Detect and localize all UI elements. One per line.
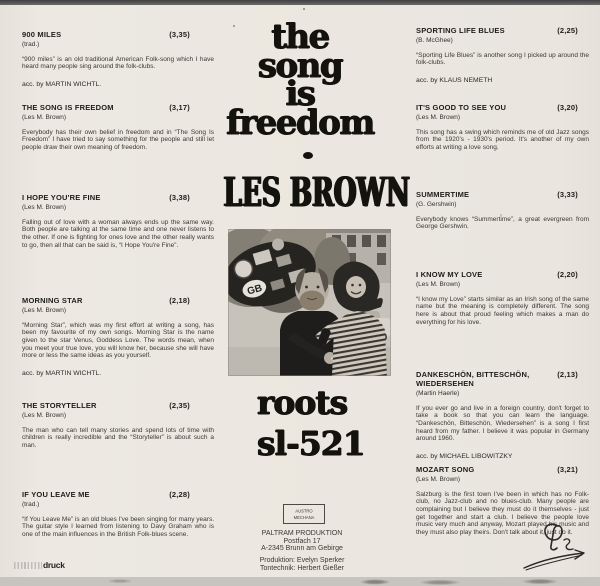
track-description: This song has a swing which reminds me of old Jazz songs from the 1920's - 1930's period. It's another of my own efforts at writing a love song. [416,128,589,151]
track-section [416,270,589,326]
track-section [22,401,214,450]
track-accompaniment: acc. by MICHAEL LIBOWITZKY [416,453,513,461]
track-title: MORNING STAR [22,296,83,305]
track-title: THE STORYTELLER [22,401,97,410]
track-credit: (G. Gershwin) [416,200,457,208]
track-description: “I know my Love” starts similar as an Irish song of the same name but the meaning is completely different. The song here is about that proud feeling which makes a man do everything for his love. [416,295,589,326]
track-section [416,103,589,152]
production-address [222,530,382,553]
production-pobox: Postfach 17 [283,537,321,545]
track-credit: (Les M. Brown) [416,475,461,483]
track-credit: (trad.) [22,500,40,508]
track-time: (3,38) [169,193,190,202]
track-title: IF YOU LEAVE ME [22,490,90,499]
track-credit: (Les M. Brown) [416,113,461,121]
album-title-line: the [271,17,329,57]
engineer-credit: Tontechnik: Herbert Gießer [259,564,345,572]
production-credits [222,557,382,572]
track-title: I HOPE YOU'RE FINE [22,193,101,202]
track-title: THE SONG IS FREEDOM [22,103,114,112]
track-description: “If You Leave Me” is an old blues I've been singing for many years. The guitar style I learned from listening to Davy Graham who is one of the main influences in the British Folk-blues scene. [22,515,214,538]
track-time: (3,20) [557,103,578,112]
title-separator-dot [303,152,313,159]
track-credit: (Les M. Brown) [22,113,67,121]
track-time: (3,17) [169,103,190,112]
track-title: I KNOW MY LOVE [416,270,483,279]
photo-scene [228,229,391,376]
paper-speck [500,214,502,216]
scan-edge-bottom [0,577,600,586]
track-credit: (Les M. Brown) [22,411,67,419]
printer-mark-text: druck [43,560,65,570]
record-label [257,382,365,464]
track-accompaniment: acc. by KLAUS NEMETH [416,76,493,84]
track-section [22,193,214,249]
track-section [416,26,589,84]
catalog-number: sl-521 [257,424,365,463]
track-title: 900 MILES [22,30,62,39]
rights-society-line: MECHANA [293,515,315,521]
paper-speck [303,8,305,10]
track-title: SPORTING LIFE BLUES [416,26,505,35]
tracklist-right-column [416,0,589,577]
album-title [222,17,378,143]
album-title-line: freedom [226,102,374,143]
track-accompaniment: acc. by MARTIN WICHTL. [22,370,102,378]
production-city: A-2345 Brunn am Gebirge [261,545,343,553]
track-section [22,30,214,88]
production-company: PALTRAM PRODUKTION [261,530,343,537]
track-description: If you ever go and live in a foreign country, don't forget to take a book so that you can learn the language. “Dankeschön, Bitteschön, Wiedersehen” is a song I first heard from my father. I believe it was popular in Germany around 1960. [416,404,589,443]
track-time: (2,25) [557,26,578,35]
track-title: IT'S GOOD TO SEE YOU [416,103,507,112]
paper-speck [233,25,235,27]
track-description: “900 miles” is an old traditional American Folk-song which I have heard many people sing around the folk-clubs. [22,55,214,71]
label-name: roots [257,383,348,422]
cover-photo [228,229,391,376]
track-description: “Morning Star”, which was my first effort at writing a song, has been my favourite of my own songs. Morning Star is the name given to the star Venus, Goddess Love. The words mean, when you meet your true love, you will know her, because she will have more or less the same ideas as you yourself. [22,321,214,360]
track-section [416,190,589,231]
track-time: (2,18) [169,296,190,305]
printer-logo-faded [14,562,42,569]
track-time: (2,35) [169,401,190,410]
track-title: SUMMERTIME [416,190,470,199]
track-credit: (Les M. Brown) [416,280,461,288]
track-description: “Sporting Life Blues” is another song I picked up around the folk-clubs. [416,51,589,67]
track-section [22,490,214,539]
track-credit: (Les M. Brown) [22,203,67,211]
track-time: (2,20) [557,270,578,279]
track-section [416,370,589,460]
track-time: (3,21) [557,465,578,474]
track-title: MOZART SONG [416,465,475,474]
album-title-line: is [285,74,315,114]
track-time: (3,35) [169,30,190,39]
track-description: The man who can tell many stories and spend lots of time with children is really incredible and the “Storyteller” is about such a man. [22,426,214,449]
track-time: (3,33) [557,190,578,199]
tracklist-left-column [22,0,214,577]
producer-credit: Produktion: Evelyn Sperker [259,557,345,564]
track-title: DANKESCHÖN, BITTESCHÖN, WIEDERSEHEN [416,370,530,388]
track-description: Falling out of love with a woman always ends up the same way. Both people are talking at the same time and one never listens to the other. If one is fighting for ones love and the other really wants to go, then all that can be said is, “I Hope You're Fine”. [22,218,214,249]
artist-name: LES BROWN [223,170,410,217]
gb-sticker-text: GB [246,282,264,298]
rights-society-line: AUSTRO [295,508,313,514]
track-time: (2,28) [169,490,190,499]
track-credit: (trad.) [22,40,40,48]
track-credit: (Martin Haerle) [416,389,460,397]
track-credit: (Les M. Brown) [22,306,67,314]
track-description: Everybody has their own belief in freedom and in “The Song Is Freedom” I have tried to say something for the people and still let people draw their own meaning of freedom. [22,128,214,151]
track-section [22,103,214,152]
track-credit: (B. McGhee) [416,36,453,44]
track-time: (2,13) [557,370,578,379]
track-section [22,296,214,377]
track-accompaniment: acc. by MARTIN WICHTL. [22,80,102,88]
printer-mark [14,560,65,570]
austro-mechana-box [283,504,325,524]
track-description: Everybody knows “Summertime”, a great evergreen from George Gershwin. [416,215,589,231]
les-signature [520,522,592,580]
track-description: Salzburg is the first town I've been in which has no Folk-club, no Jazz-club and no blues-club. Many people are complaining but I believe they must do it themselves - just get together and start a club. I believe the people love music very much and anyway, Mozart played his music and they must also play theirs. Don't talk about it, just do it. [416,490,589,537]
album-title-line: song [257,45,343,86]
